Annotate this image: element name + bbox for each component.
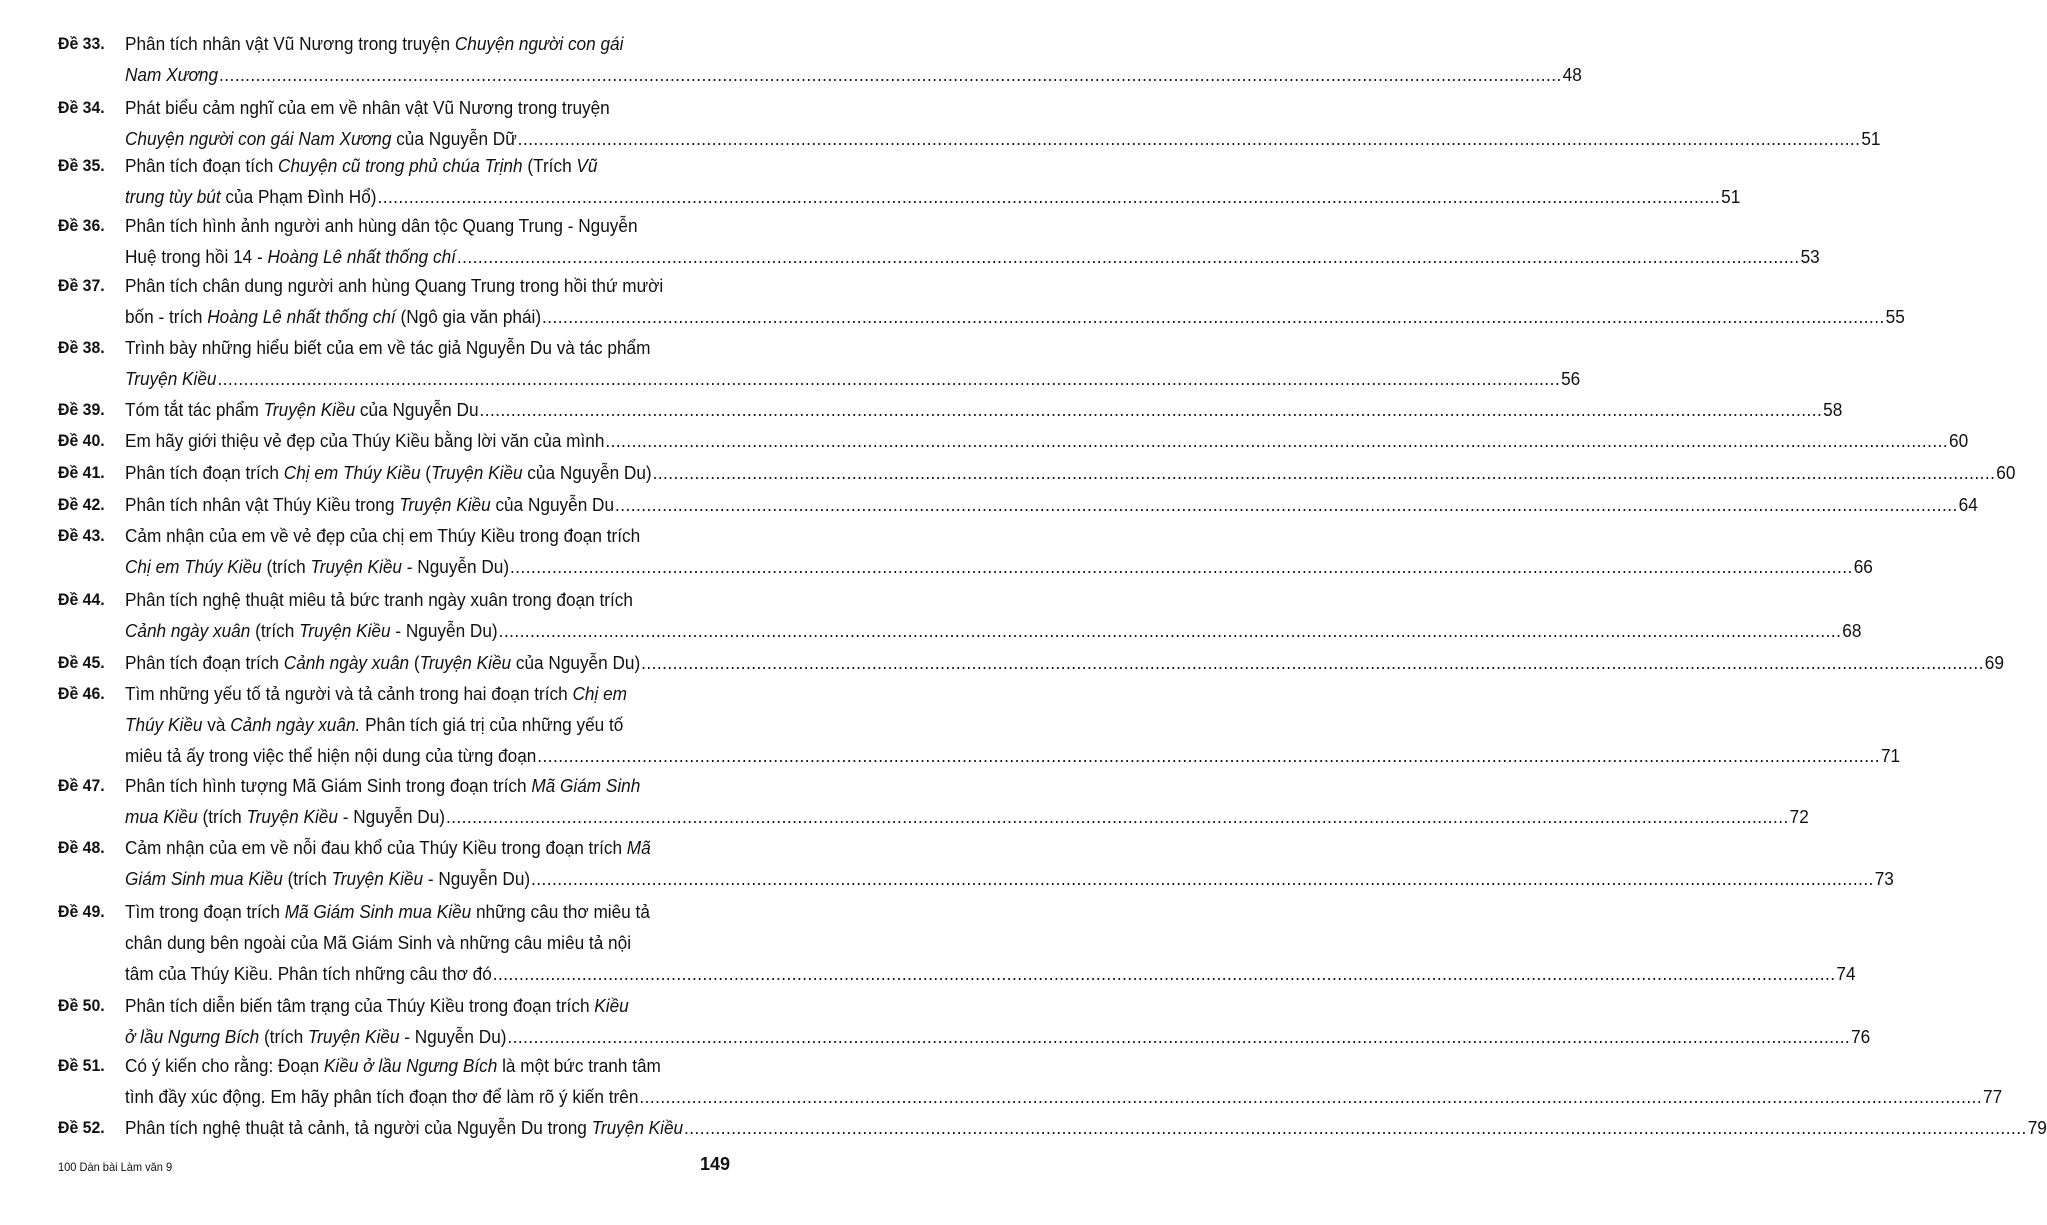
entry-title-line: [125, 363, 1581, 395]
entry-title-line: [125, 241, 1820, 273]
title-text: của Phạm Đình Hổ): [220, 186, 377, 207]
title-text: của Nguyễn Dữ: [391, 128, 517, 149]
entry-title-text: [125, 363, 216, 395]
entry-title-text: [125, 489, 614, 521]
entry-title-text: [125, 714, 623, 735]
entry-title-text: [125, 995, 629, 1016]
entry-title-line: [125, 1050, 809, 1082]
title-text: Phát biểu cảm nghĩ của em về nhân vật Vũ Nương trong truyện: [125, 97, 610, 118]
entry-title-text: [125, 683, 627, 704]
title-text: (: [409, 652, 420, 673]
entry-number: Đề 45.: [58, 654, 105, 672]
entry-title-line: [125, 59, 1582, 91]
entry-page-number: 69: [1984, 652, 2004, 673]
entry-number: Đề 38.: [58, 339, 105, 357]
entry-title-line: [125, 863, 1894, 895]
entry-title-text: [125, 615, 498, 647]
entry-number: Đề 42.: [58, 496, 105, 514]
italic-work-title: Hoàng Lê nhất thống chí: [207, 306, 396, 327]
entry-title-line: [125, 210, 809, 242]
title-text: Cảm nhận của em về vẻ đẹp của chị em Thúy Kiều trong đoạn trích: [125, 525, 641, 546]
title-text: Phân tích chân dung người anh hùng Quang Trung trong hồi thứ mười: [125, 275, 664, 296]
footer-page-number: 149: [700, 1154, 731, 1174]
italic-work-title: trung tùy bút: [125, 186, 221, 207]
italic-work-title: Mã Giám Sinh: [531, 775, 641, 796]
title-text: và: [202, 714, 231, 735]
entry-number: Đề 50.: [58, 997, 105, 1015]
entry-title-line: [125, 520, 809, 552]
entry-page-number: 79: [2027, 1117, 2047, 1138]
entry-title-text: [125, 33, 623, 54]
entry-page-number: 76: [1851, 1026, 1871, 1047]
entry-title-text: [125, 589, 633, 610]
entry-title-line: [125, 1021, 1871, 1053]
dot-leader: [605, 425, 1948, 457]
title-text: tình đầy xúc động. Em hãy phân tích đoạn thơ để làm rõ ý kiến trên: [125, 1086, 639, 1107]
title-text: - Nguyễn Du): [399, 1026, 507, 1047]
entry-title-text: [125, 647, 640, 679]
title-text: (trích: [282, 868, 332, 889]
dot-leader: [217, 363, 1560, 395]
entry-page-number: 66: [1853, 556, 1873, 577]
entry-title-line: [125, 801, 1809, 833]
entry-title-line: [125, 647, 2004, 679]
entry-title-line: [125, 740, 1901, 772]
italic-work-title: Chị em Thúy Kiều: [283, 462, 421, 483]
entry-number: Đề 39.: [58, 401, 105, 419]
title-text: Huệ trong hồi 14 -: [125, 246, 268, 267]
entry-number: Đề 49.: [58, 903, 105, 921]
entry-page-number: 68: [1842, 620, 1862, 641]
italic-work-title: mua Kiều: [125, 806, 198, 827]
entry-title-line: [125, 181, 1741, 213]
title-text: Phân tích hình tượng Mã Giám Sinh trong đoạn trích: [125, 775, 532, 796]
entry-title-line: [125, 990, 809, 1022]
entry-page-number: 60: [1949, 430, 1969, 451]
title-text: Phân tích nghệ thuật miêu tả bức tranh ngày xuân trong đoạn trích: [125, 589, 633, 610]
entry-title-line: [125, 770, 809, 802]
entry-page-number: 73: [1874, 868, 1894, 889]
entry-title-line: [125, 489, 1978, 521]
title-text: (Ngô gia văn phái): [395, 306, 542, 327]
entry-page-number: 51: [1721, 186, 1741, 207]
dot-leader: [507, 1021, 1850, 1053]
italic-work-title: Kiều ở lầu Ngưng Bích: [323, 1055, 498, 1076]
title-text: của Nguyễn Du: [355, 399, 479, 420]
title-text: (Trích: [522, 155, 577, 176]
entry-title-text: [125, 525, 640, 546]
entry-page-number: 53: [1800, 246, 1820, 267]
entry-title-text: [125, 457, 652, 489]
italic-work-title: Truyện Kiều: [431, 462, 523, 483]
entry-number: Đề 35.: [58, 157, 105, 175]
title-text: Phân tích giá trị của những yếu tố: [360, 714, 624, 735]
entry-title-text: [125, 215, 638, 236]
entry-page-number: 77: [1983, 1086, 2003, 1107]
entry-page-number: 56: [1561, 368, 1581, 389]
italic-work-title: Chuyện người con gái: [454, 33, 624, 54]
entry-title-line: [125, 425, 1969, 457]
entry-title-text: [125, 958, 492, 990]
dot-leader: [641, 647, 1984, 679]
italic-work-title: Chị em: [572, 683, 627, 704]
entry-title-text: [125, 275, 663, 296]
entry-title-line: [125, 896, 809, 928]
dot-leader: [537, 740, 1880, 772]
italic-work-title: Cảnh ngày xuân.: [230, 714, 361, 735]
entry-title-line: [125, 92, 809, 124]
italic-work-title: Hoàng Lê nhất thống chí: [267, 246, 456, 267]
dot-leader: [684, 1112, 2027, 1144]
title-text: tâm của Thúy Kiều. Phân tích những câu thơ đó: [125, 963, 492, 984]
italic-work-title: Chuyện người con gái Nam Xương: [125, 128, 392, 149]
entry-title-text: [125, 181, 377, 213]
italic-work-title: Cảnh ngày xuân: [283, 652, 410, 673]
entry-page-number: 48: [1562, 64, 1582, 85]
entry-title-line: [125, 332, 809, 364]
dot-leader: [479, 394, 1822, 426]
entry-number: Đề 52.: [58, 1119, 105, 1137]
dot-leader: [446, 801, 1789, 833]
entry-title-text: [125, 155, 597, 176]
entry-title-text: [125, 932, 631, 953]
entry-page-number: 74: [1836, 963, 1856, 984]
entry-title-line: [125, 457, 2016, 489]
entry-number: Đề 43.: [58, 527, 105, 545]
title-text: bốn - trích: [125, 306, 208, 327]
entry-page-number: 64: [1958, 494, 1978, 515]
italic-work-title: Truyện Kiều: [246, 806, 338, 827]
entry-page-number: 71: [1880, 745, 1901, 766]
entry-page-number: 58: [1823, 399, 1843, 420]
title-text: (trích: [197, 806, 247, 827]
title-text: (: [420, 462, 432, 483]
entry-title-line: [125, 551, 1873, 583]
title-text: của Nguyễn Du): [511, 652, 641, 673]
entry-title-text: [125, 1081, 638, 1113]
dot-leader: [542, 301, 1885, 333]
entry-title-line: [125, 394, 1843, 426]
title-text: Phân tích đoạn trích: [125, 462, 284, 483]
entry-title-text: [125, 775, 640, 796]
title-text: Phân tích đoạn trích: [125, 652, 284, 673]
title-text: (trích: [261, 556, 311, 577]
entry-number: Đề 46.: [58, 685, 105, 703]
dot-leader: [457, 241, 1800, 273]
dot-leader: [510, 551, 1853, 583]
italic-work-title: Mã Giám Sinh mua Kiều: [284, 901, 472, 922]
italic-work-title: Vũ: [576, 155, 598, 176]
title-text: miêu tả ấy trong việc thể hiện nội dung của từng đoạn: [125, 745, 537, 766]
entry-number: Đề 48.: [58, 839, 105, 857]
entry-number: Đề 47.: [58, 777, 105, 795]
entry-title-text: [125, 301, 541, 333]
title-text: Em hãy giới thiệu vẻ đẹp của Thúy Kiều bằng lời văn của mình: [125, 430, 605, 451]
entry-number: Đề 37.: [58, 277, 105, 295]
dot-leader: [615, 489, 1958, 521]
italic-work-title: Chị em Thúy Kiều: [125, 556, 262, 577]
entry-title-line: [125, 1081, 2003, 1113]
entry-title-line: [125, 270, 809, 302]
dot-leader: [219, 59, 1562, 91]
footer-book-title: 100 Dàn bài Làm văn 9: [58, 1160, 173, 1174]
italic-work-title: Mã: [626, 837, 651, 858]
italic-work-title: Truyện Kiều: [307, 1026, 400, 1047]
title-text: của Nguyễn Du): [522, 462, 652, 483]
title-text: - Nguyễn Du): [423, 868, 531, 889]
title-text: là một bức tranh tâm: [497, 1055, 661, 1076]
italic-work-title: ở lầu Ngưng Bích: [125, 1026, 260, 1047]
entry-number: Đề 33.: [58, 35, 105, 53]
entry-title-text: [125, 801, 445, 833]
dot-leader: [499, 615, 1842, 647]
italic-work-title: Truyện Kiều: [263, 399, 356, 420]
dot-leader: [493, 958, 1836, 990]
entry-page-number: 72: [1789, 806, 1809, 827]
dot-leader: [653, 457, 1996, 489]
entry-title-line: [125, 1112, 2047, 1144]
entry-page-number: 55: [1885, 306, 1905, 327]
title-text: Tìm những yếu tố tả người và tả cảnh trong hai đoạn trích: [125, 683, 573, 704]
title-text: Phân tích nghệ thuật tả cảnh, tả người của Nguyễn Du trong: [125, 1117, 592, 1138]
title-text: - Nguyễn Du): [401, 556, 510, 577]
entry-number: Đề 34.: [58, 99, 105, 117]
entry-title-text: [125, 863, 530, 895]
italic-work-title: Chuyện cũ trong phủ chúa Trịnh: [278, 155, 523, 176]
entry-title-text: [125, 551, 509, 583]
italic-work-title: Nam Xương: [125, 64, 219, 85]
title-text: chân dung bên ngoài của Mã Giám Sinh và những câu miêu tả nội: [125, 932, 632, 953]
italic-work-title: Kiều: [594, 995, 629, 1016]
entry-title-text: [125, 425, 604, 457]
entry-title-text: [125, 241, 456, 273]
italic-work-title: Truyện Kiều: [310, 556, 402, 577]
dot-leader: [531, 863, 1874, 895]
title-text: Tóm tắt tác phẩm: [125, 399, 264, 420]
title-text: Phân tích đoạn tích: [125, 155, 279, 176]
title-text: - Nguyễn Du): [390, 620, 498, 641]
entry-title-line: [125, 678, 809, 710]
entry-title-text: [125, 740, 536, 772]
entry-title-line: [125, 28, 809, 60]
entry-title-text: [125, 837, 651, 858]
italic-work-title: Truyện Kiều: [399, 494, 491, 515]
title-text: Phân tích nhân vật Thúy Kiều trong: [125, 494, 400, 515]
entry-number: Đề 40.: [58, 432, 105, 450]
title-text: (trích: [250, 620, 300, 641]
entry-title-line: [125, 150, 809, 182]
entry-title-text: [125, 1112, 683, 1144]
entry-title-line: [125, 615, 1862, 647]
entry-page-number: 60: [1996, 462, 2016, 483]
entry-title-text: [125, 1055, 661, 1076]
italic-work-title: Truyện Kiều: [331, 868, 424, 889]
title-text: (trích: [259, 1026, 308, 1047]
title-text: Phân tích nhân vật Vũ Nương trong truyện: [125, 33, 455, 54]
title-text: Tìm trong đoạn trích: [125, 901, 285, 922]
entry-title-text: [125, 337, 650, 358]
entry-title-text: [125, 1021, 507, 1053]
title-text: những câu thơ miêu tả: [471, 901, 650, 922]
title-text: của Nguyễn Du: [490, 494, 615, 515]
italic-work-title: Truyện Kiều: [299, 620, 391, 641]
entry-number: Đề 41.: [58, 464, 105, 482]
dot-leader: [639, 1081, 1982, 1113]
entry-title-line: [125, 301, 1905, 333]
title-text: Cảm nhận của em về nỗi đau khổ của Thúy Kiều trong đoạn trích: [125, 837, 627, 858]
italic-work-title: Truyện Kiều: [125, 368, 217, 389]
entry-title-line: [125, 832, 809, 864]
entry-number: Đề 36.: [58, 217, 105, 235]
entry-number: Đề 44.: [58, 591, 105, 609]
italic-work-title: Truyện Kiều: [419, 652, 512, 673]
title-text: - Nguyễn Du): [337, 806, 446, 827]
entry-title-text: [125, 59, 218, 91]
title-text: Có ý kiến cho rằng: Đoạn: [125, 1055, 324, 1076]
entry-title-line: [125, 709, 809, 741]
entry-title-text: [125, 901, 650, 922]
dot-leader: [377, 181, 1720, 213]
entry-title-line: [125, 958, 1856, 990]
entry-title-text: [125, 394, 479, 426]
title-text: Trình bày những hiểu biết của em về tác giả Nguyễn Du và tác phẩm: [125, 337, 651, 358]
title-text: Phân tích hình ảnh người anh hùng dân tộc Quang Trung - Nguyễn: [125, 215, 638, 236]
italic-work-title: Cảnh ngày xuân: [125, 620, 251, 641]
entry-title-line: [125, 927, 809, 959]
italic-work-title: Giám Sinh mua Kiều: [125, 868, 283, 889]
entry-title-line: [125, 584, 809, 616]
entry-title-text: [125, 97, 610, 118]
italic-work-title: Thúy Kiều: [125, 714, 203, 735]
title-text: Phân tích diễn biến tâm trạng của Thúy Kiều trong đoạn trích: [125, 995, 595, 1016]
italic-work-title: Truyện Kiều: [591, 1117, 684, 1138]
entry-number: Đề 51.: [58, 1057, 105, 1075]
entry-page-number: 51: [1861, 128, 1881, 149]
